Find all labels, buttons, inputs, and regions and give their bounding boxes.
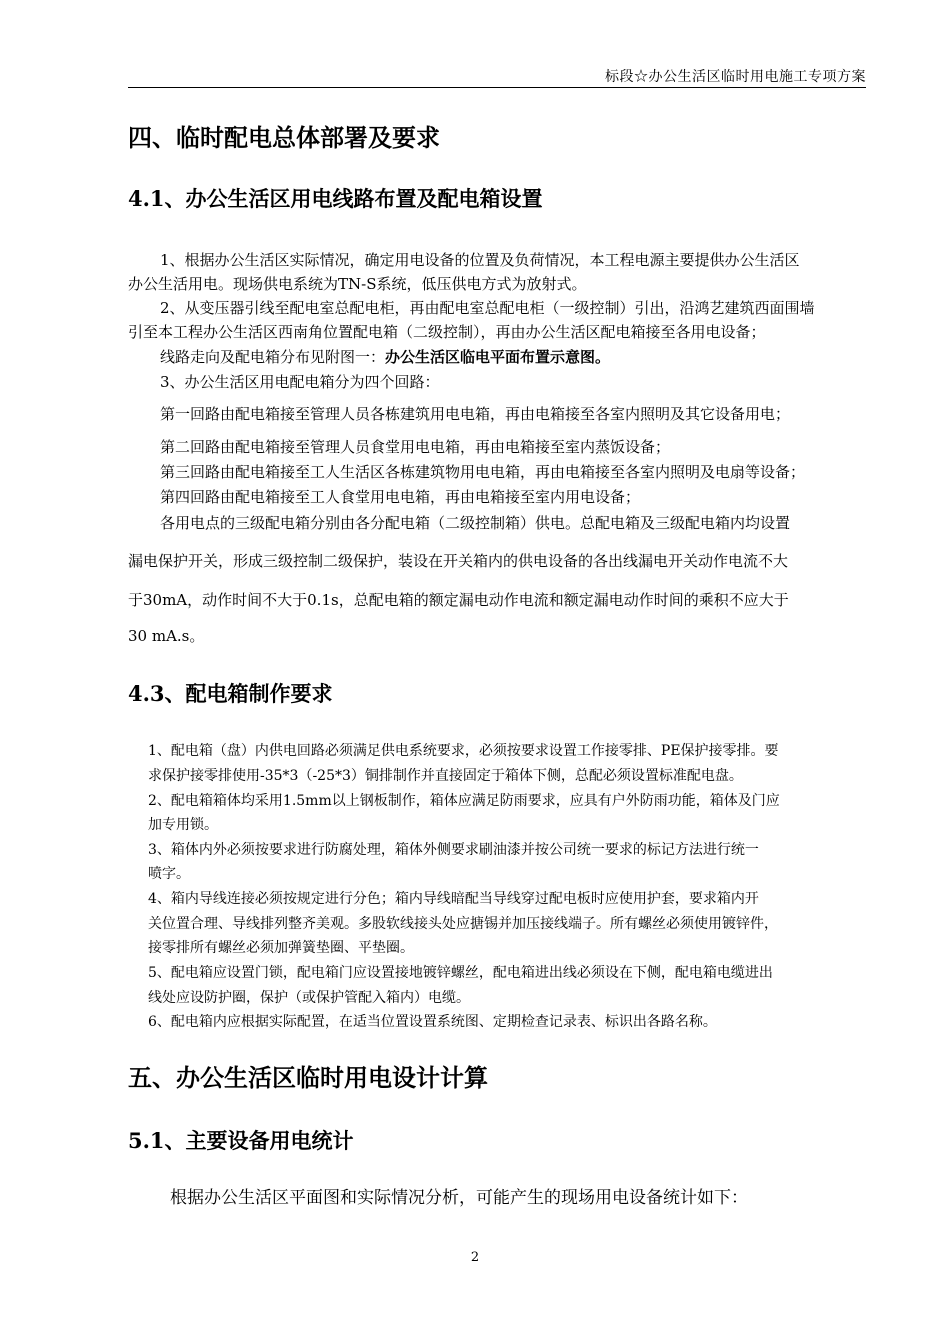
paragraph-line: 各用电点的三级配电箱分别由各分配电箱（二级控制箱）供电。总配电箱及三级配电箱内均设置	[160, 514, 791, 532]
paragraph-line: 引至本工程办公生活区西南角位置配电箱（二级控制），再由办公生活区配电箱接至各用电设备；	[128, 323, 766, 341]
paragraph-line: 于30mA，动作时间不大于0.1s，总配电箱的额定漏电动作电流和额定漏电动作时间的乘积不应大于	[128, 591, 789, 609]
section-4-1-heading: 4.1、办公生活区用电线路布置及配电箱设置	[128, 186, 543, 211]
paragraph-line: 办公生活用电。现场供电系统为TN-S系统，低压供电方式为放射式。	[128, 275, 587, 293]
paragraph-line: 第二回路由配电箱接至管理人员食堂用电电箱，再由电箱接至室内蒸饭设备；	[160, 438, 671, 456]
paragraph-line: 漏电保护开关，形成三级控制二级保护，装设在开关箱内的供电设备的各出线漏电开关动作电流不大	[128, 552, 789, 570]
header-rule	[128, 87, 866, 88]
paragraph-line: 3、箱体内外必须按要求进行防腐处理，箱体外侧要求刷油漆并按公司统一要求的标记方法进行统一	[148, 842, 759, 858]
section-5-1-heading: 5.1、主要设备用电统计	[128, 1128, 354, 1153]
paragraph-line: 线处应设防护圈，保护（或保护管配入箱内）电缆。	[148, 990, 470, 1006]
paragraph-line: 4、箱内导线连接必须按规定进行分色；箱内导线暗配当导线穿过配电板时应使用护套，要求箱内开	[148, 891, 759, 907]
page-number: 2	[470, 1250, 480, 1265]
header-title: 标段☆办公生活区临时用电施工专项方案	[605, 69, 866, 85]
paragraph-line: 求保护接零排使用-35*3（-25*3）铜排制作并直接固定于箱体下侧，总配必须设置标准配电盘。	[148, 768, 743, 784]
paragraph-line: 关位置合理、导线排列整齐美观。多股软线接头处应搪锡并加压接线端子。所有螺丝必须使用镀锌件，	[148, 916, 778, 932]
section-5-heading: 五、办公生活区临时用电设计计算	[128, 1063, 488, 1092]
paragraph-line: 第一回路由配电箱接至管理人员各栋建筑用电电箱，再由电箱接至各室内照明及其它设备用电；	[160, 405, 791, 423]
paragraph-line	[160, 348, 610, 366]
section-4-heading: 四、临时配电总体部署及要求	[128, 123, 440, 152]
paragraph-line: 6、配电箱内应根据实际配置，在适当位置设置系统图、定期检查记录表、标识出各路名称。	[148, 1014, 717, 1030]
section-4-3-heading: 4.3、配电箱制作要求	[128, 681, 333, 706]
paragraph-line: 第三回路由配电箱接至工人生活区各栋建筑物用电电箱，再由电箱接至各室内照明及电扇等设备；	[160, 463, 806, 481]
figure-reference-title: 办公生活区临电平面布置示意图。	[385, 348, 611, 366]
paragraph-line: 30 mA.s。	[128, 627, 205, 645]
paragraph-line: 5、配电箱应设置门锁，配电箱门应设置接地镀锌螺丝，配电箱进出线必须设在下侧，配电箱电缆进出	[148, 965, 773, 981]
paragraph-line: 第四回路由配电箱接至工人食堂用电电箱，再由电箱接至室内用电设备；	[160, 488, 641, 506]
paragraph-line: 1、配电箱（盘）内供电回路必须满足供电系统要求，必须按要求设置工作接零排、PE保护接零排。要	[148, 743, 779, 759]
paragraph-line: 2、从变压器引线至配电室总配电柜，再由配电室总配电柜（一级控制）引出，沿鸿艺建筑西面围墙	[160, 299, 815, 317]
paragraph-line: 2、配电箱箱体均采用1.5mm以上钢板制作，箱体应满足防雨要求，应具有户外防雨功能，箱体及门应	[148, 793, 780, 809]
paragraph-line: 加专用锁。	[148, 817, 218, 833]
paragraph-line: 根据办公生活区平面图和实际情况分析，可能产生的现场用电设备统计如下：	[170, 1188, 748, 1208]
paragraph-line: 喷字。	[148, 866, 190, 882]
paragraph-line: 接零排所有螺丝必须加弹簧垫圈、平垫圈。	[148, 940, 414, 956]
figure-reference-lead: 线路走向及配电箱分布见附图一：	[160, 348, 386, 366]
paragraph-line: 1、根据办公生活区实际情况，确定用电设备的位置及负荷情况，本工程电源主要提供办公生活区	[160, 251, 800, 269]
paragraph-line: 3、办公生活区用电配电箱分为四个回路：	[160, 373, 440, 391]
